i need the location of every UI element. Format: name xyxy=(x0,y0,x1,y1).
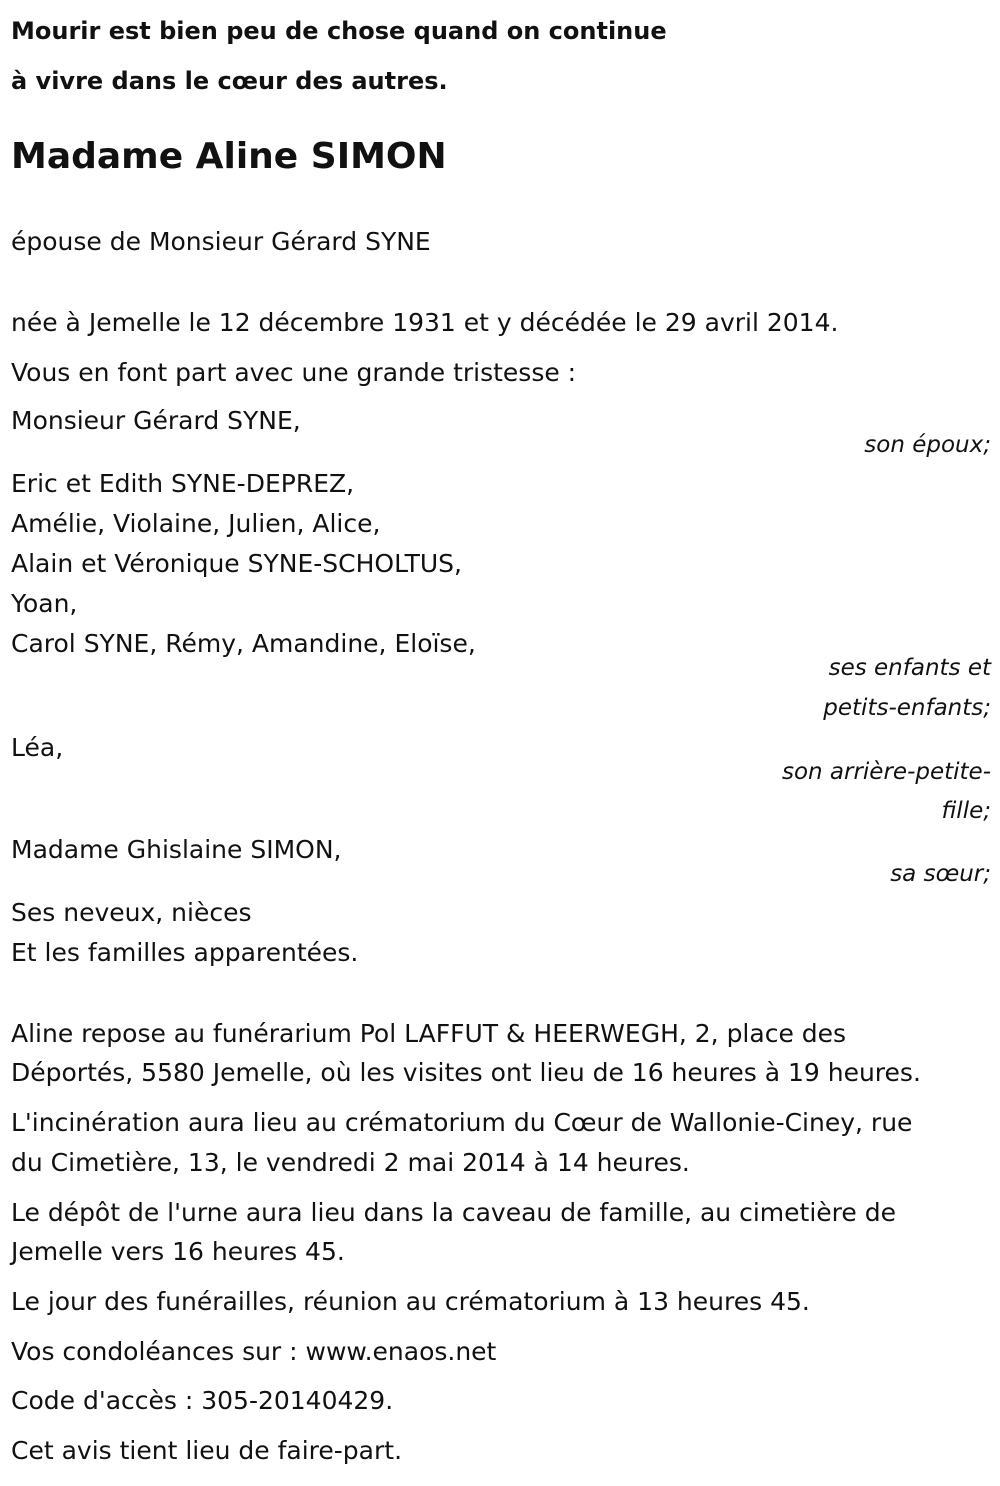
urn-line-1: Le dépôt de l'urne aura lieu dans la caveau de famille, au cimetière de xyxy=(11,1198,896,1227)
children-line-3: Alain et Véronique SYNE-SCHOLTUS, xyxy=(11,549,462,578)
condolences-line: Vos condoléances sur : www.enaos.net xyxy=(11,1337,497,1366)
children-line-4: Yoan, xyxy=(11,589,78,618)
cremation-line-1: L'incinération aura lieu au crématorium du Cœur de Wallonie-Ciney, rue xyxy=(11,1108,913,1137)
birth-death-line: née à Jemelle le 12 décembre 1931 et y décédée le 29 avril 2014. xyxy=(11,308,839,337)
others-line-2: Et les familles apparentées. xyxy=(11,938,359,967)
access-code-line: Code d'accès : 305-20140429. xyxy=(11,1386,394,1415)
closing-line: Cet avis tient lieu de faire-part. xyxy=(11,1436,403,1465)
sister-name: Madame Ghislaine SIMON, xyxy=(11,835,342,864)
children-relation-line-2: petits-enfants; xyxy=(823,695,991,721)
great-grandchild-name: Léa, xyxy=(11,733,64,762)
great-grandchild-relation-line-1: son arrière-petite- xyxy=(781,759,991,785)
epigraph xyxy=(11,6,667,106)
urn-line-2: Jemelle vers 16 heures 45. xyxy=(11,1237,345,1266)
funerarium-line-2: Déportés, 5580 Jemelle, où les visites ont lieu de 16 heures à 19 heures. xyxy=(11,1058,921,1087)
epigraph-line-1: Mourir est bien peu de chose quand on continue xyxy=(11,17,667,45)
deceased-name: Madame Aline SIMON xyxy=(11,136,447,177)
family-spouse-name: Monsieur Gérard SYNE, xyxy=(11,406,301,435)
announcement-line: Vous en font part avec une grande tristesse : xyxy=(11,358,577,387)
meeting-line: Le jour des funérailles, réunion au crématorium à 13 heures 45. xyxy=(11,1287,810,1316)
epigraph-line-2: à vivre dans le cœur des autres. xyxy=(11,67,448,95)
children-line-1: Eric et Edith SYNE-DEPREZ, xyxy=(11,469,355,498)
cremation-line-2: du Cimetière, 13, le vendredi 2 mai 2014 à 14 heures. xyxy=(11,1148,690,1177)
sister-relation: sa sœur; xyxy=(890,861,991,887)
great-grandchild-relation-line-2: fille; xyxy=(941,798,991,824)
others-line-1: Ses neveux, nièces xyxy=(11,898,252,927)
funerarium-line-1: Aline repose au funérarium Pol LAFFUT & HEERWEGH, 2, place des xyxy=(11,1019,847,1048)
children-line-2: Amélie, Violaine, Julien, Alice, xyxy=(11,509,381,538)
children-line-5: Carol SYNE, Rémy, Amandine, Eloïse, xyxy=(11,629,476,658)
children-relation-line-1: ses enfants et xyxy=(828,655,991,681)
family-spouse-relation: son époux; xyxy=(864,432,991,458)
spouse-line: épouse de Monsieur Gérard SYNE xyxy=(11,227,431,256)
